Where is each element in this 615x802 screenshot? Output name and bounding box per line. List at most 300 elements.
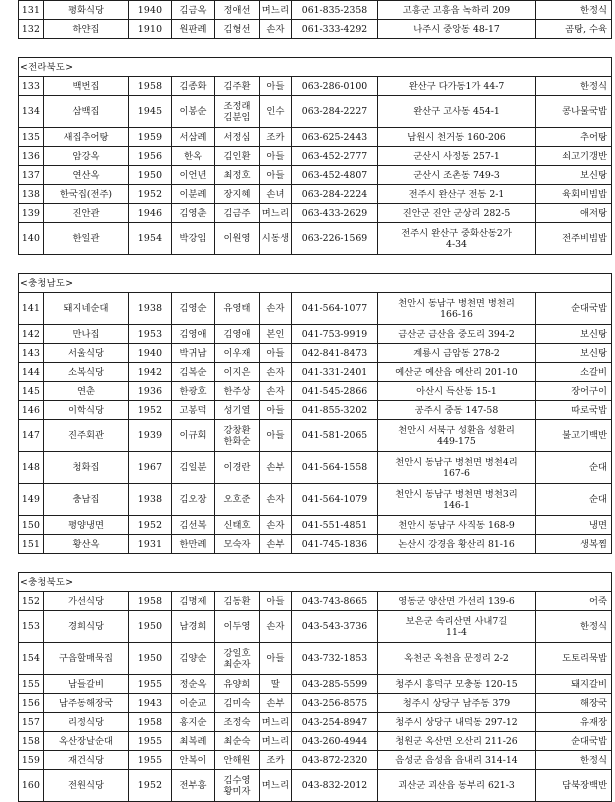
successor-cell: 한주상 xyxy=(215,382,260,401)
row-number-cell: 157 xyxy=(19,713,44,732)
section-gap xyxy=(19,554,612,573)
relation-cell: 시동생 xyxy=(260,223,292,255)
row-number-cell: 133 xyxy=(19,77,44,96)
restaurant-name-cell: 진주회관 xyxy=(44,420,129,452)
table-row xyxy=(19,516,612,535)
founded-year-cell: 1936 xyxy=(129,382,172,401)
phone-cell: 043-543-3736 xyxy=(292,611,378,643)
phone-cell: 061-333-4292 xyxy=(292,20,378,39)
founder-cell: 서삼례 xyxy=(172,128,215,147)
restaurant-name-cell: 진안관 xyxy=(44,204,129,223)
founded-year-cell: 1958 xyxy=(129,592,172,611)
successor-cell: 김금주 xyxy=(215,204,260,223)
founder-cell: 고봉덕 xyxy=(172,401,215,420)
row-number-cell: 159 xyxy=(19,751,44,770)
relation-cell: 며느리 xyxy=(260,1,292,20)
founder-cell: 전부흥 xyxy=(172,770,215,802)
restaurant-name-cell: 연산옥 xyxy=(44,166,129,185)
restaurant-table xyxy=(18,0,612,802)
founded-year-cell: 1940 xyxy=(129,344,172,363)
table-row xyxy=(19,713,612,732)
successor-cell: 정애선 xyxy=(215,1,260,20)
menu-cell: 전주비빔밥 xyxy=(536,223,612,255)
founder-cell: 김영애 xyxy=(172,325,215,344)
table-row xyxy=(19,344,612,363)
founded-year-cell: 1950 xyxy=(129,611,172,643)
address-cell: 전주시 완산구 중화산동2가 4-34 xyxy=(378,223,536,255)
relation-cell: 손자 xyxy=(260,20,292,39)
founder-cell: 최복례 xyxy=(172,732,215,751)
table-row xyxy=(19,732,612,751)
section-title: <전라북도> xyxy=(19,58,612,77)
address-cell: 금산군 금산읍 중도리 394-2 xyxy=(378,325,536,344)
relation-cell: 며느리 xyxy=(260,732,292,751)
successor-cell: 서정심 xyxy=(215,128,260,147)
row-number-cell: 142 xyxy=(19,325,44,344)
restaurant-name-cell: 연춘 xyxy=(44,382,129,401)
phone-cell: 063-286-0100 xyxy=(292,77,378,96)
phone-cell: 063-226-1569 xyxy=(292,223,378,255)
phone-cell: 041-745-1836 xyxy=(292,535,378,554)
successor-cell: 김형선 xyxy=(215,20,260,39)
row-number-cell: 160 xyxy=(19,770,44,802)
founded-year-cell: 1950 xyxy=(129,643,172,675)
founded-year-cell: 1942 xyxy=(129,363,172,382)
phone-cell: 063-433-2629 xyxy=(292,204,378,223)
table-row xyxy=(19,420,612,452)
address-cell: 천안시 서북구 성환읍 성환리 449-175 xyxy=(378,420,536,452)
address-cell: 천안시 동남구 병천면 병천3리 146-1 xyxy=(378,484,536,516)
restaurant-name-cell: 만나집 xyxy=(44,325,129,344)
founder-cell: 박귀남 xyxy=(172,344,215,363)
founded-year-cell: 1956 xyxy=(129,147,172,166)
successor-cell: 김주환 xyxy=(215,77,260,96)
menu-cell: 순대국밥 xyxy=(536,293,612,325)
menu-cell: 보신탕 xyxy=(536,325,612,344)
restaurant-name-cell: 삼백집 xyxy=(44,96,129,128)
phone-cell: 041-564-1079 xyxy=(292,484,378,516)
founded-year-cell: 1940 xyxy=(129,1,172,20)
phone-cell: 061-835-2358 xyxy=(292,1,378,20)
successor-cell: 김인환 xyxy=(215,147,260,166)
successor-cell: 안해원 xyxy=(215,751,260,770)
row-number-cell: 149 xyxy=(19,484,44,516)
restaurant-name-cell: 전원식당 xyxy=(44,770,129,802)
table-row xyxy=(19,535,612,554)
successor-cell: 유양희 xyxy=(215,675,260,694)
founded-year-cell: 1953 xyxy=(129,325,172,344)
menu-cell: 순대국밥 xyxy=(536,732,612,751)
restaurant-name-cell: 남들갈비 xyxy=(44,675,129,694)
founded-year-cell: 1950 xyxy=(129,166,172,185)
founded-year-cell: 1952 xyxy=(129,770,172,802)
address-cell: 나주시 중앙동 48-17 xyxy=(378,20,536,39)
phone-cell: 041-551-4851 xyxy=(292,516,378,535)
row-number-cell: 139 xyxy=(19,204,44,223)
address-cell: 계룡시 금암동 278-2 xyxy=(378,344,536,363)
row-number-cell: 151 xyxy=(19,535,44,554)
founder-cell: 김금옥 xyxy=(172,1,215,20)
table-body xyxy=(19,1,612,802)
menu-cell: 한정식 xyxy=(536,77,612,96)
menu-cell: 보신탕 xyxy=(536,166,612,185)
menu-cell: 불고기백반 xyxy=(536,420,612,452)
row-number-cell: 156 xyxy=(19,694,44,713)
restaurant-name-cell: 평양냉면 xyxy=(44,516,129,535)
phone-cell: 041-331-2401 xyxy=(292,363,378,382)
successor-cell: 유영태 xyxy=(215,293,260,325)
successor-cell: 조정래 김분임 xyxy=(215,96,260,128)
address-cell: 남원시 천거동 160-206 xyxy=(378,128,536,147)
restaurant-name-cell: 한일관 xyxy=(44,223,129,255)
restaurant-name-cell: 경희식당 xyxy=(44,611,129,643)
phone-cell: 041-564-1077 xyxy=(292,293,378,325)
menu-cell: 돼지갈비 xyxy=(536,675,612,694)
menu-cell: 콩나물국밥 xyxy=(536,96,612,128)
restaurant-name-cell: 구읍할매묵집 xyxy=(44,643,129,675)
table-row xyxy=(19,694,612,713)
relation-cell: 인수 xyxy=(260,96,292,128)
section-header-row xyxy=(19,274,612,293)
table-row xyxy=(19,128,612,147)
restaurant-name-cell: 리정식당 xyxy=(44,713,129,732)
successor-cell: 김동환 xyxy=(215,592,260,611)
section-gap xyxy=(19,39,612,58)
phone-cell: 043-254-8947 xyxy=(292,713,378,732)
row-number-cell: 152 xyxy=(19,592,44,611)
phone-cell: 041-581-2065 xyxy=(292,420,378,452)
relation-cell: 며느리 xyxy=(260,713,292,732)
restaurant-name-cell: 돼지네순대 xyxy=(44,293,129,325)
founder-cell: 김명제 xyxy=(172,592,215,611)
menu-cell: 도토리묵밥 xyxy=(536,643,612,675)
relation-cell: 며느리 xyxy=(260,770,292,802)
successor-cell: 조정숙 xyxy=(215,713,260,732)
address-cell: 전주시 완산구 전동 2-1 xyxy=(378,185,536,204)
address-cell: 청주시 상당구 남주동 379 xyxy=(378,694,536,713)
founder-cell: 김일분 xyxy=(172,452,215,484)
founder-cell: 이순교 xyxy=(172,694,215,713)
relation-cell: 조카 xyxy=(260,128,292,147)
row-number-cell: 150 xyxy=(19,516,44,535)
section-header-row xyxy=(19,573,612,592)
successor-cell: 최순숙 xyxy=(215,732,260,751)
founded-year-cell: 1955 xyxy=(129,732,172,751)
relation-cell: 손자 xyxy=(260,611,292,643)
address-cell: 완산구 다가동1가 44-7 xyxy=(378,77,536,96)
successor-cell: 김수영 황미자 xyxy=(215,770,260,802)
table-row xyxy=(19,382,612,401)
menu-cell: 한정식 xyxy=(536,1,612,20)
row-number-cell: 132 xyxy=(19,20,44,39)
row-number-cell: 146 xyxy=(19,401,44,420)
menu-cell: 어죽 xyxy=(536,592,612,611)
founded-year-cell: 1955 xyxy=(129,675,172,694)
relation-cell: 손자 xyxy=(260,363,292,382)
address-cell: 완산구 고사동 454-1 xyxy=(378,96,536,128)
address-cell: 영동군 양산면 가선리 139-6 xyxy=(378,592,536,611)
table-row xyxy=(19,20,612,39)
founder-cell: 한광호 xyxy=(172,382,215,401)
table-row xyxy=(19,204,612,223)
founder-cell: 이언년 xyxy=(172,166,215,185)
relation-cell: 손부 xyxy=(260,535,292,554)
phone-cell: 041-545-2866 xyxy=(292,382,378,401)
menu-cell: 생복찜 xyxy=(536,535,612,554)
row-number-cell: 135 xyxy=(19,128,44,147)
row-number-cell: 144 xyxy=(19,363,44,382)
menu-cell: 육회비빔밥 xyxy=(536,185,612,204)
table-row xyxy=(19,675,612,694)
founder-cell: 김종화 xyxy=(172,77,215,96)
restaurant-name-cell: 소복식당 xyxy=(44,363,129,382)
row-number-cell: 140 xyxy=(19,223,44,255)
restaurant-name-cell: 남주동해장국 xyxy=(44,694,129,713)
phone-cell: 043-872-2320 xyxy=(292,751,378,770)
address-cell: 보은군 속리산면 사내7길 11-4 xyxy=(378,611,536,643)
founder-cell: 정순옥 xyxy=(172,675,215,694)
founded-year-cell: 1945 xyxy=(129,96,172,128)
phone-cell: 043-256-8575 xyxy=(292,694,378,713)
founder-cell: 김선복 xyxy=(172,516,215,535)
founded-year-cell: 1959 xyxy=(129,128,172,147)
row-number-cell: 158 xyxy=(19,732,44,751)
row-number-cell: 141 xyxy=(19,293,44,325)
relation-cell: 아들 xyxy=(260,166,292,185)
successor-cell: 강창환 한화순 xyxy=(215,420,260,452)
restaurant-name-cell: 한국집(전주) xyxy=(44,185,129,204)
relation-cell: 본인 xyxy=(260,325,292,344)
relation-cell: 조카 xyxy=(260,751,292,770)
successor-cell: 이지은 xyxy=(215,363,260,382)
founded-year-cell: 1967 xyxy=(129,452,172,484)
table-row xyxy=(19,363,612,382)
successor-cell: 모숙자 xyxy=(215,535,260,554)
address-cell: 군산시 사정동 257-1 xyxy=(378,147,536,166)
founded-year-cell: 1939 xyxy=(129,420,172,452)
relation-cell: 아들 xyxy=(260,77,292,96)
founder-cell: 김영순 xyxy=(172,293,215,325)
row-number-cell: 147 xyxy=(19,420,44,452)
row-number-cell: 131 xyxy=(19,1,44,20)
restaurant-name-cell: 평화식당 xyxy=(44,1,129,20)
address-cell: 아산시 득산동 15-1 xyxy=(378,382,536,401)
row-number-cell: 143 xyxy=(19,344,44,363)
section-header-row xyxy=(19,58,612,77)
phone-cell: 042-841-8473 xyxy=(292,344,378,363)
restaurant-name-cell: 암강옥 xyxy=(44,147,129,166)
successor-cell: 김미숙 xyxy=(215,694,260,713)
successor-cell: 이경란 xyxy=(215,452,260,484)
phone-cell: 041-855-3202 xyxy=(292,401,378,420)
successor-cell: 오호준 xyxy=(215,484,260,516)
founder-cell: 원판례 xyxy=(172,20,215,39)
table-row xyxy=(19,223,612,255)
founder-cell: 한만례 xyxy=(172,535,215,554)
phone-cell: 043-285-5599 xyxy=(292,675,378,694)
founder-cell: 김양순 xyxy=(172,643,215,675)
address-cell: 청주시 흥덕구 모충동 120-15 xyxy=(378,675,536,694)
relation-cell: 아들 xyxy=(260,592,292,611)
menu-cell: 한정식 xyxy=(536,751,612,770)
address-cell: 천안시 동남구 사직동 168-9 xyxy=(378,516,536,535)
address-cell: 진안군 진안 군상리 282-5 xyxy=(378,204,536,223)
relation-cell: 손자 xyxy=(260,516,292,535)
row-number-cell: 138 xyxy=(19,185,44,204)
menu-cell: 애저탕 xyxy=(536,204,612,223)
founder-cell: 김영춘 xyxy=(172,204,215,223)
table-row xyxy=(19,185,612,204)
address-cell: 천안시 동남구 병천면 병천리 166-16 xyxy=(378,293,536,325)
address-cell: 논산시 강경읍 황산리 81-16 xyxy=(378,535,536,554)
founded-year-cell: 1931 xyxy=(129,535,172,554)
address-cell: 청주시 상당구 내덕동 297-12 xyxy=(378,713,536,732)
founder-cell: 김복순 xyxy=(172,363,215,382)
founded-year-cell: 1938 xyxy=(129,293,172,325)
table-row xyxy=(19,611,612,643)
successor-cell: 성기열 xyxy=(215,401,260,420)
table-row xyxy=(19,96,612,128)
restaurant-name-cell: 서울식당 xyxy=(44,344,129,363)
restaurant-name-cell: 옥산장날순대 xyxy=(44,732,129,751)
phone-cell: 043-832-2012 xyxy=(292,770,378,802)
successor-cell: 김영애 xyxy=(215,325,260,344)
address-cell: 옥천군 옥천읍 문정리 2-2 xyxy=(378,643,536,675)
table-row xyxy=(19,592,612,611)
relation-cell: 손자 xyxy=(260,484,292,516)
menu-cell: 장어구이 xyxy=(536,382,612,401)
restaurant-name-cell: 재건식당 xyxy=(44,751,129,770)
phone-cell: 063-452-2777 xyxy=(292,147,378,166)
restaurant-name-cell: 가선식당 xyxy=(44,592,129,611)
row-number-cell: 137 xyxy=(19,166,44,185)
successor-cell: 이원영 xyxy=(215,223,260,255)
founded-year-cell: 1943 xyxy=(129,694,172,713)
founded-year-cell: 1952 xyxy=(129,401,172,420)
row-number-cell: 136 xyxy=(19,147,44,166)
successor-cell: 이우재 xyxy=(215,344,260,363)
table-row xyxy=(19,643,612,675)
section-title: <충청남도> xyxy=(19,274,612,293)
row-number-cell: 134 xyxy=(19,96,44,128)
table-row xyxy=(19,770,612,802)
address-cell: 예산군 예산읍 예산리 201-10 xyxy=(378,363,536,382)
row-number-cell: 145 xyxy=(19,382,44,401)
relation-cell: 손부 xyxy=(260,694,292,713)
founder-cell: 김오장 xyxy=(172,484,215,516)
menu-cell: 보신탕 xyxy=(536,344,612,363)
relation-cell: 아들 xyxy=(260,401,292,420)
relation-cell: 손자 xyxy=(260,293,292,325)
table-row xyxy=(19,293,612,325)
address-cell: 고흥군 고흥읍 녹하리 209 xyxy=(378,1,536,20)
phone-cell: 063-452-4807 xyxy=(292,166,378,185)
table-row xyxy=(19,166,612,185)
menu-cell: 소갈비 xyxy=(536,363,612,382)
founder-cell: 이봉순 xyxy=(172,96,215,128)
successor-cell: 신태호 xyxy=(215,516,260,535)
table-row xyxy=(19,452,612,484)
menu-cell: 순대 xyxy=(536,452,612,484)
relation-cell: 딸 xyxy=(260,675,292,694)
founded-year-cell: 1954 xyxy=(129,223,172,255)
restaurant-name-cell: 백번집 xyxy=(44,77,129,96)
founded-year-cell: 1952 xyxy=(129,185,172,204)
row-number-cell: 153 xyxy=(19,611,44,643)
address-cell: 괴산군 괴산읍 동부리 621-3 xyxy=(378,770,536,802)
founder-cell: 박강임 xyxy=(172,223,215,255)
menu-cell: 곰탕, 수육 xyxy=(536,20,612,39)
founded-year-cell: 1958 xyxy=(129,713,172,732)
founder-cell: 이분례 xyxy=(172,185,215,204)
founder-cell: 안복이 xyxy=(172,751,215,770)
relation-cell: 아들 xyxy=(260,344,292,363)
address-cell: 공주시 중동 147-58 xyxy=(378,401,536,420)
restaurant-name-cell: 충남집 xyxy=(44,484,129,516)
successor-cell: 장지혜 xyxy=(215,185,260,204)
founded-year-cell: 1938 xyxy=(129,484,172,516)
table-row xyxy=(19,751,612,770)
restaurant-name-cell: 새집추어탕 xyxy=(44,128,129,147)
address-cell: 천안시 동남구 병천면 병천4리 167-6 xyxy=(378,452,536,484)
phone-cell: 063-625-2443 xyxy=(292,128,378,147)
row-number-cell: 148 xyxy=(19,452,44,484)
phone-cell: 063-284-2227 xyxy=(292,96,378,128)
restaurant-name-cell: 하얀집 xyxy=(44,20,129,39)
table-row xyxy=(19,1,612,20)
row-number-cell: 154 xyxy=(19,643,44,675)
section-gap xyxy=(19,255,612,274)
menu-cell: 담북장백반 xyxy=(536,770,612,802)
relation-cell: 손녀 xyxy=(260,185,292,204)
restaurant-name-cell: 청화집 xyxy=(44,452,129,484)
menu-cell: 따로국밥 xyxy=(536,401,612,420)
founded-year-cell: 1910 xyxy=(129,20,172,39)
menu-cell: 유재장 xyxy=(536,713,612,732)
founded-year-cell: 1958 xyxy=(129,77,172,96)
relation-cell: 손부 xyxy=(260,452,292,484)
phone-cell: 043-732-1853 xyxy=(292,643,378,675)
relation-cell: 며느리 xyxy=(260,204,292,223)
successor-cell: 강일호 최순자 xyxy=(215,643,260,675)
restaurant-name-cell: 이학식당 xyxy=(44,401,129,420)
phone-cell: 063-284-2224 xyxy=(292,185,378,204)
restaurant-name-cell: 황산옥 xyxy=(44,535,129,554)
address-cell: 음성군 음성읍 읍내리 314-14 xyxy=(378,751,536,770)
founder-cell: 남경희 xyxy=(172,611,215,643)
founder-cell: 홍지순 xyxy=(172,713,215,732)
menu-cell: 한정식 xyxy=(536,611,612,643)
table-row xyxy=(19,147,612,166)
row-number-cell: 155 xyxy=(19,675,44,694)
phone-cell: 043-260-4944 xyxy=(292,732,378,751)
address-cell: 청원군 옥산면 오산리 211-26 xyxy=(378,732,536,751)
founder-cell: 이규회 xyxy=(172,420,215,452)
phone-cell: 041-753-9919 xyxy=(292,325,378,344)
address-cell: 군산시 조촌동 749-3 xyxy=(378,166,536,185)
menu-cell: 냉면 xyxy=(536,516,612,535)
menu-cell: 추어탕 xyxy=(536,128,612,147)
founded-year-cell: 1955 xyxy=(129,751,172,770)
relation-cell: 아들 xyxy=(260,147,292,166)
table-row xyxy=(19,484,612,516)
menu-cell: 쇠고기갱반 xyxy=(536,147,612,166)
menu-cell: 순대 xyxy=(536,484,612,516)
successor-cell: 최정호 xyxy=(215,166,260,185)
founder-cell: 한옥 xyxy=(172,147,215,166)
relation-cell: 아들 xyxy=(260,420,292,452)
section-title: <충청북도> xyxy=(19,573,612,592)
